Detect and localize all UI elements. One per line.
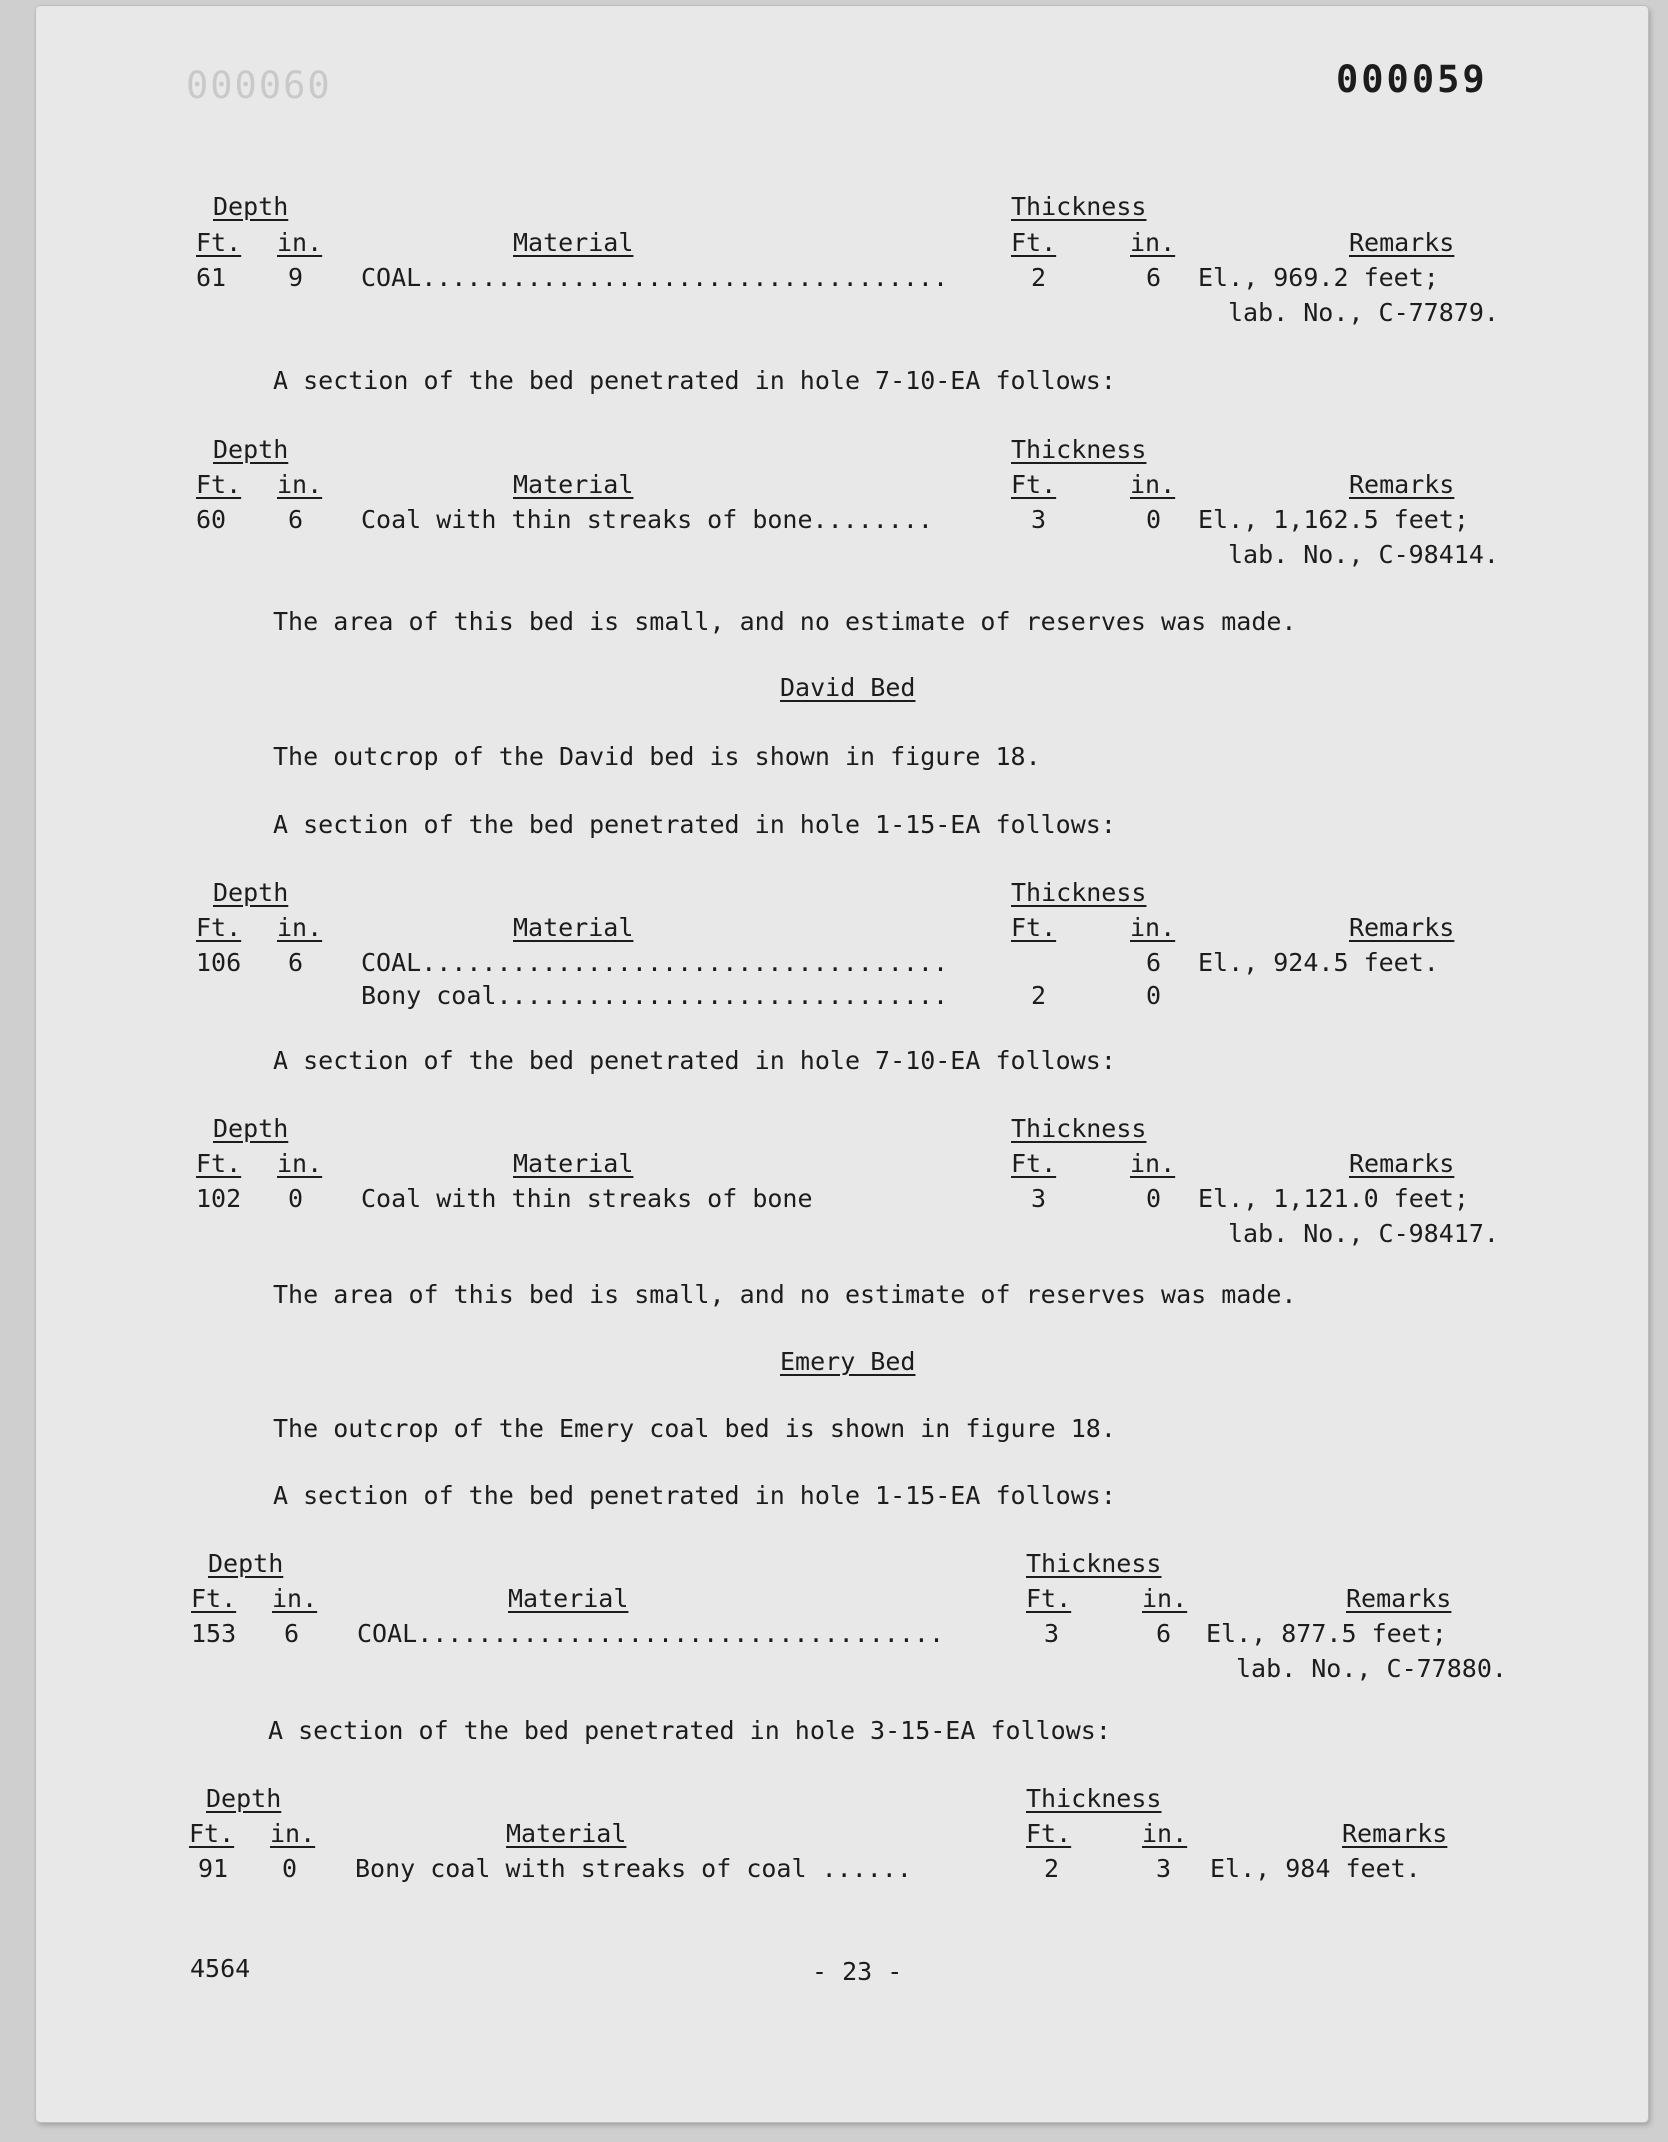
- col-header-thickness: Thickness: [1026, 1549, 1162, 1578]
- thickness-in: 0: [1146, 1184, 1162, 1213]
- depth-ft: 102: [196, 1184, 242, 1213]
- paragraph: A section of the bed penetrated in hole 1-15-EA follows:: [273, 1481, 1116, 1510]
- col-header-thickness-in: in.: [1142, 1819, 1188, 1848]
- section-heading-david-bed: David Bed: [780, 673, 916, 702]
- thickness-ft: 3: [1044, 1619, 1060, 1648]
- col-header-remarks: Remarks: [1349, 913, 1455, 942]
- depth-ft: 106: [196, 948, 242, 977]
- document-number: 000059: [1336, 58, 1488, 101]
- col-header-thickness-ft: Ft.: [1026, 1819, 1072, 1848]
- thickness-ft: 3: [1031, 1184, 1047, 1213]
- depth-in: 6: [288, 505, 304, 534]
- material: COAL...................................: [361, 263, 948, 292]
- depth-in: 9: [288, 263, 304, 292]
- material: Coal with thin streaks of bone........: [361, 505, 933, 534]
- paragraph: A section of the bed penetrated in hole 1-15-EA follows:: [273, 810, 1116, 839]
- col-header-in: in.: [270, 1819, 316, 1848]
- section-heading-emery-bed: Emery Bed: [780, 1347, 916, 1376]
- thickness-in: 6: [1146, 948, 1162, 977]
- thickness-in: 6: [1146, 263, 1162, 292]
- col-header-material: Material: [513, 913, 634, 942]
- col-header-remarks: Remarks: [1346, 1584, 1452, 1613]
- thickness-ft: 2: [1044, 1854, 1060, 1883]
- material: Coal with thin streaks of bone: [361, 1184, 813, 1213]
- col-header-depth: Depth: [213, 192, 289, 221]
- col-header-thickness-ft: Ft.: [1011, 228, 1057, 257]
- remarks-lab-number: lab. No., C-77880.: [1236, 1654, 1507, 1683]
- col-header-in: in.: [277, 1149, 323, 1178]
- depth-in: 0: [288, 1184, 304, 1213]
- depth-in: 6: [288, 948, 304, 977]
- col-header-thickness-ft: Ft.: [1011, 1149, 1057, 1178]
- col-header-thickness: Thickness: [1011, 435, 1147, 464]
- col-header-in: in.: [277, 470, 323, 499]
- col-header-material: Material: [508, 1584, 629, 1613]
- thickness-in: 0: [1146, 981, 1162, 1010]
- col-header-thickness-in: in.: [1130, 1149, 1176, 1178]
- col-header-remarks: Remarks: [1349, 1149, 1455, 1178]
- col-header-thickness-ft: Ft.: [1026, 1584, 1072, 1613]
- material: COAL...................................: [361, 948, 948, 977]
- col-header-in: in.: [272, 1584, 318, 1613]
- depth-ft: 153: [191, 1619, 237, 1648]
- col-header-thickness-in: in.: [1142, 1584, 1188, 1613]
- col-header-ft: Ft.: [196, 228, 242, 257]
- col-header-thickness: Thickness: [1011, 192, 1147, 221]
- col-header-ft: Ft.: [189, 1819, 235, 1848]
- remarks: El., 924.5 feet.: [1198, 948, 1439, 977]
- col-header-material: Material: [513, 470, 634, 499]
- col-header-depth: Depth: [213, 435, 289, 464]
- paragraph: The area of this bed is small, and no estimate of reserves was made.: [273, 1280, 1297, 1309]
- col-header-ft: Ft.: [196, 1149, 242, 1178]
- document-page: [36, 6, 1648, 2122]
- col-header-in: in.: [277, 228, 323, 257]
- col-header-in: in.: [277, 913, 323, 942]
- remarks: El., 984 feet.: [1210, 1854, 1421, 1883]
- footer-report-number: 4564: [190, 1954, 251, 1983]
- material: Bony coal with streaks of coal ......: [355, 1854, 912, 1883]
- remarks-lab-number: lab. No., C-77879.: [1228, 298, 1499, 327]
- remarks: El., 877.5 feet;: [1206, 1619, 1447, 1648]
- bleed-through-number: 000060: [186, 64, 332, 107]
- thickness-in: 0: [1146, 505, 1162, 534]
- col-header-depth: Depth: [208, 1549, 284, 1578]
- col-header-material: Material: [513, 1149, 634, 1178]
- remarks: El., 1,121.0 feet;: [1198, 1184, 1469, 1213]
- col-header-thickness-in: in.: [1130, 470, 1176, 499]
- col-header-thickness: Thickness: [1011, 1114, 1147, 1143]
- col-header-thickness: Thickness: [1011, 878, 1147, 907]
- thickness-ft: 3: [1031, 505, 1047, 534]
- col-header-thickness-ft: Ft.: [1011, 913, 1057, 942]
- col-header-ft: Ft.: [191, 1584, 237, 1613]
- paragraph: The outcrop of the Emery coal bed is shown in figure 18.: [273, 1414, 1116, 1443]
- depth-in: 0: [282, 1854, 298, 1883]
- remarks-lab-number: lab. No., C-98417.: [1228, 1219, 1499, 1248]
- depth-in: 6: [284, 1619, 300, 1648]
- col-header-depth: Depth: [206, 1784, 282, 1813]
- paragraph: A section of the bed penetrated in hole 7-10-EA follows:: [273, 1046, 1116, 1075]
- thickness-in: 3: [1156, 1854, 1172, 1883]
- depth-ft: 91: [198, 1854, 229, 1883]
- col-header-remarks: Remarks: [1349, 228, 1455, 257]
- thickness-ft: 2: [1031, 981, 1047, 1010]
- col-header-depth: Depth: [213, 878, 289, 907]
- col-header-thickness-in: in.: [1130, 913, 1176, 942]
- page-number: - 23 -: [812, 1957, 903, 1986]
- paragraph: A section of the bed penetrated in hole 7-10-EA follows:: [273, 366, 1116, 395]
- col-header-material: Material: [513, 228, 634, 257]
- thickness-in: 6: [1156, 1619, 1172, 1648]
- remarks-lab-number: lab. No., C-98414.: [1228, 540, 1499, 569]
- material: Bony coal..............................: [361, 981, 948, 1010]
- thickness-ft: 2: [1031, 263, 1047, 292]
- depth-ft: 61: [196, 263, 227, 292]
- paragraph: The area of this bed is small, and no estimate of reserves was made.: [273, 607, 1297, 636]
- material: COAL...................................: [357, 1619, 944, 1648]
- col-header-ft: Ft.: [196, 470, 242, 499]
- paragraph: A section of the bed penetrated in hole 3-15-EA follows:: [268, 1716, 1111, 1745]
- col-header-ft: Ft.: [196, 913, 242, 942]
- paragraph: The outcrop of the David bed is shown in figure 18.: [273, 742, 1041, 771]
- remarks: El., 969.2 feet;: [1198, 263, 1439, 292]
- col-header-thickness: Thickness: [1026, 1784, 1162, 1813]
- depth-ft: 60: [196, 505, 227, 534]
- col-header-thickness-ft: Ft.: [1011, 470, 1057, 499]
- col-header-material: Material: [506, 1819, 627, 1848]
- col-header-thickness-in: in.: [1130, 228, 1176, 257]
- col-header-remarks: Remarks: [1342, 1819, 1448, 1848]
- col-header-remarks: Remarks: [1349, 470, 1455, 499]
- remarks: El., 1,162.5 feet;: [1198, 505, 1469, 534]
- col-header-depth: Depth: [213, 1114, 289, 1143]
